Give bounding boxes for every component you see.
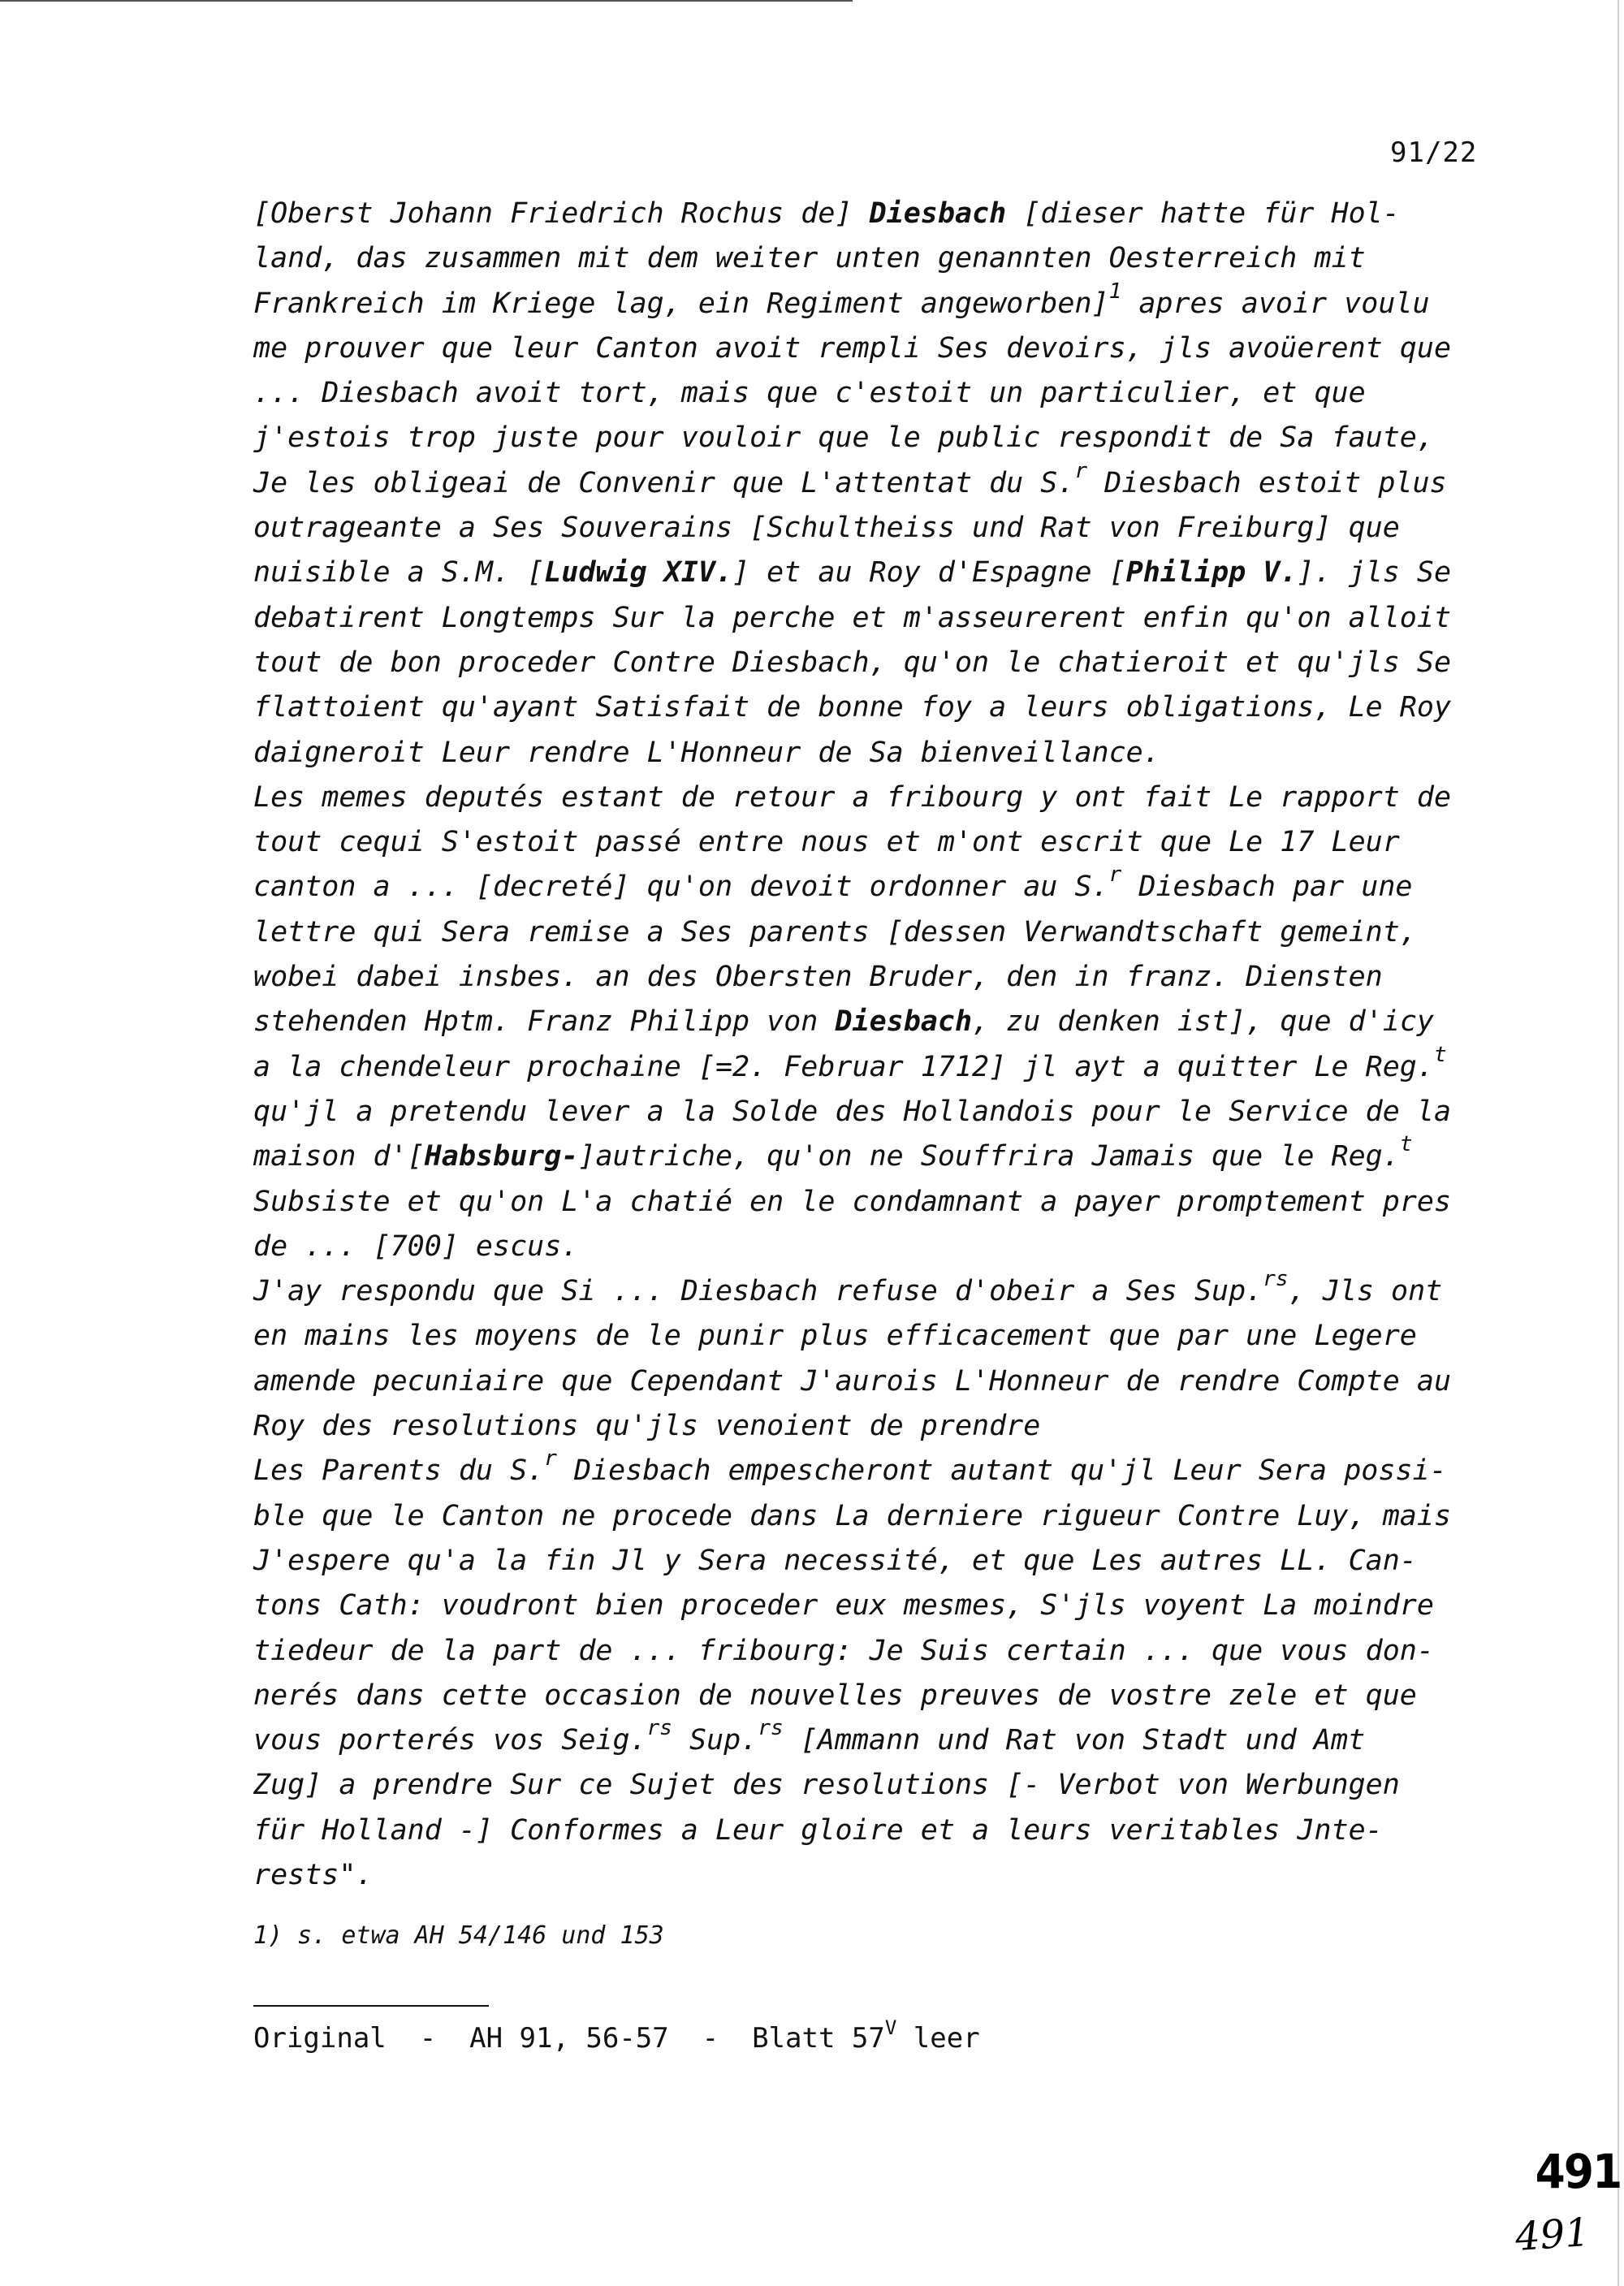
text-segment: Diesbach estoit plus bbox=[1087, 466, 1447, 499]
text-segment: Je les obligeai de Convenir que L'attentat du S. bbox=[253, 466, 1075, 499]
text-line bbox=[253, 1134, 1504, 1179]
text-segment: Frankreich im Kriege lag, ein Regiment angeworben] bbox=[253, 287, 1109, 320]
text-line bbox=[253, 910, 1504, 955]
text-segment: me prouver que leur Canton avoit rempli Ses devoirs, jls avoüerent que bbox=[253, 331, 1452, 365]
text-segment: j'estois trop juste pour vouloir que le public respondit de Sa faute, bbox=[253, 421, 1434, 455]
text-segment: , zu denken ist], que d'icy bbox=[972, 1005, 1434, 1039]
text-line bbox=[253, 1269, 1504, 1314]
right-border-line bbox=[1618, 0, 1619, 2286]
document-body bbox=[253, 192, 1504, 1898]
text-segment: Les memes deputés estant de retour a fribourg y ont fait Le rapport de bbox=[253, 780, 1452, 814]
text-segment: J'espere qu'a la fin Jl y Sera necessité, et que Les autres LL. Can- bbox=[253, 1544, 1417, 1577]
text-segment: [dieser hatte für Hol- bbox=[1006, 197, 1400, 230]
superscript: rs bbox=[1263, 1267, 1289, 1292]
bold-name: Habsburg- bbox=[424, 1140, 579, 1173]
text-line bbox=[253, 1494, 1504, 1539]
text-segment: amende pecuniaire que Cependant J'aurois L'Honneur de rendre Compte au bbox=[253, 1364, 1452, 1398]
text-segment: de ... [700] escus. bbox=[253, 1229, 579, 1263]
text-segment: ... Diesbach avoit tort, mais que c'estoit un particulier, et que bbox=[253, 377, 1366, 410]
bold-name: Diesbach bbox=[835, 1005, 973, 1039]
text-line bbox=[253, 731, 1504, 776]
text-line bbox=[253, 1539, 1504, 1584]
text-segment: Diesbach empescheront autant qu'jl Leur Sera possi- bbox=[556, 1454, 1447, 1488]
text-segment: nuisible a S.M. [ bbox=[253, 556, 545, 590]
text-line bbox=[253, 1674, 1504, 1718]
text-segment: tout cequi S'estoit passé entre nous et m'ont escrit que Le 17 Leur bbox=[253, 826, 1400, 859]
text-segment: en mains les moyens de le punir plus efficacement que par une Legere bbox=[253, 1320, 1417, 1353]
page-number: 91/22 bbox=[1390, 136, 1478, 169]
text-line bbox=[253, 1763, 1504, 1808]
superscript: r bbox=[1074, 458, 1088, 483]
text-line bbox=[253, 551, 1504, 595]
text-segment: für Holland -] Conformes a Leur gloire et a leurs veritables Jnte- bbox=[253, 1813, 1383, 1847]
text-line bbox=[253, 685, 1504, 730]
text-segment: flattoient qu'ayant Satisfait de bonne foy a leurs obligations, Le Roy bbox=[253, 691, 1452, 724]
superscript: rs bbox=[646, 1716, 672, 1741]
text-line bbox=[253, 506, 1504, 551]
text-segment: tout de bon proceder Contre Diesbach, qu'on le chatieroit et qu'jls Se bbox=[253, 646, 1452, 679]
superscript: t bbox=[1399, 1132, 1413, 1157]
text-line bbox=[253, 1629, 1504, 1674]
text-line bbox=[253, 416, 1504, 460]
text-segment: land, das zusammen mit dem weiter unten genannten Oesterreich mit bbox=[253, 242, 1366, 275]
text-line bbox=[253, 1853, 1504, 1898]
text-segment: apres avoir voulu bbox=[1121, 287, 1430, 320]
text-line bbox=[253, 776, 1504, 820]
bold-name: Philipp V. bbox=[1125, 556, 1298, 590]
bold-name: Ludwig XIV. bbox=[544, 556, 733, 590]
superscript: r bbox=[1108, 862, 1122, 888]
text-segment: Subsiste et qu'on L'a chatié en le condamnant a payer promptement pres bbox=[253, 1185, 1452, 1218]
text-line bbox=[253, 1446, 1504, 1493]
text-line bbox=[253, 1584, 1504, 1628]
handwritten-page-number-secondary: 491 bbox=[1514, 2209, 1592, 2261]
text-line bbox=[253, 1000, 1504, 1044]
text-segment: Les Parents du S. bbox=[253, 1454, 545, 1488]
text-line bbox=[253, 458, 1504, 506]
text-line bbox=[253, 236, 1504, 281]
text-line bbox=[253, 1225, 1504, 1269]
text-segment: ] et au Roy d'Espagne [ bbox=[732, 556, 1126, 590]
text-segment: Diesbach par une bbox=[1121, 871, 1413, 904]
text-segment: , Jls ont bbox=[1288, 1275, 1443, 1308]
footnote: 1) s. etwa AH 54/146 und 153 bbox=[253, 1921, 664, 1950]
text-segment: Sup. bbox=[672, 1724, 758, 1757]
text-segment: tons Cath: voudront bien proceder eux mesmes, S'jls voyent La moindre bbox=[253, 1589, 1434, 1623]
text-segment: a la chendeleur prochaine [=2. Februar 1712] jl ayt a quitter Le Reg. bbox=[253, 1050, 1434, 1083]
bold-name: Diesbach bbox=[869, 197, 1007, 230]
superscript: 1 bbox=[1108, 279, 1122, 304]
text-segment: rests". bbox=[253, 1858, 374, 1891]
source-reference bbox=[253, 2016, 980, 2055]
text-line bbox=[253, 1042, 1504, 1090]
text-line bbox=[253, 1180, 1504, 1225]
text-line bbox=[253, 955, 1504, 1000]
text-segment: qu'jl a pretendu lever a la Solde des Hollandois pour le Service de la bbox=[253, 1095, 1452, 1128]
text-segment: J'ay respondu que Si ... Diesbach refuse d'obeir a Ses Sup. bbox=[253, 1275, 1263, 1308]
text-line bbox=[253, 326, 1504, 371]
top-border-line bbox=[0, 0, 853, 2]
text-segment: vous porterés vos Seig. bbox=[253, 1724, 647, 1757]
text-segment: ble que le Canton ne procede dans La derniere rigueur Contre Luy, mais bbox=[253, 1499, 1452, 1532]
text-segment: debatirent Longtemps Sur la perche et m'asseurerent enfin qu'on alloit bbox=[253, 601, 1452, 634]
text-line bbox=[253, 279, 1504, 326]
text-segment: Zug] a prendre Sur ce Sujet des resolutions [- Verbot von Werbungen bbox=[253, 1769, 1400, 1802]
footnote-divider bbox=[253, 2005, 489, 2007]
superscript: r bbox=[544, 1446, 557, 1471]
superscript: t bbox=[1433, 1042, 1447, 1067]
text-segment: outrageante a Ses Souverains [Schultheiss und Rat von Freiburg] que bbox=[253, 512, 1400, 545]
text-line bbox=[253, 1359, 1504, 1404]
text-line bbox=[253, 1090, 1504, 1134]
text-segment: [Oberst Johann Friedrich Rochus de] bbox=[253, 197, 870, 230]
text-segment: tiedeur de la part de ... fribourg: Je Suis certain ... que vous don- bbox=[253, 1634, 1434, 1667]
text-segment: ]autriche, qu'on ne Souffrira Jamais que le Reg. bbox=[578, 1140, 1400, 1173]
text-segment: daigneroit Leur rendre L'Honneur de Sa bienveillance. bbox=[253, 736, 1160, 769]
text-line bbox=[253, 1718, 1504, 1763]
text-line bbox=[253, 1808, 1504, 1853]
text-line bbox=[253, 820, 1504, 865]
text-line bbox=[253, 862, 1504, 910]
text-segment: Roy des resolutions qu'jls venoient de prendre bbox=[253, 1410, 1041, 1443]
text-segment: maison d'[ bbox=[253, 1140, 425, 1173]
text-line bbox=[253, 596, 1504, 641]
superscript: rs bbox=[758, 1716, 784, 1741]
text-segment: wobei dabei insbes. an des Obersten Bruder, den in franz. Diensten bbox=[253, 961, 1383, 994]
text-line bbox=[253, 1404, 1504, 1449]
text-segment: [Ammann und Rat von Stadt und Amt bbox=[783, 1724, 1366, 1757]
text-segment: lettre qui Sera remise a Ses parents [dessen Verwandtschaft gemeint, bbox=[253, 915, 1417, 949]
text-line bbox=[253, 641, 1504, 685]
text-segment: canton a ... [decreté] qu'on devoit ordonner au S. bbox=[253, 871, 1109, 904]
handwritten-page-number: 491 bbox=[1535, 2144, 1622, 2199]
source-suffix: leer bbox=[896, 2022, 980, 2055]
text-segment: nerés dans cette occasion de nouvelles preuves de vostre zele et que bbox=[253, 1679, 1417, 1712]
text-line bbox=[253, 192, 1504, 236]
text-line bbox=[253, 1314, 1504, 1359]
text-segment: ]. jls Se bbox=[1297, 556, 1452, 590]
source-superscript: V bbox=[884, 2016, 897, 2039]
text-line bbox=[253, 371, 1504, 416]
text-segment: stehenden Hptm. Franz Philipp von bbox=[253, 1005, 836, 1039]
source-prefix: Original - AH 91, 56-57 - Blatt 57 bbox=[253, 2022, 885, 2055]
